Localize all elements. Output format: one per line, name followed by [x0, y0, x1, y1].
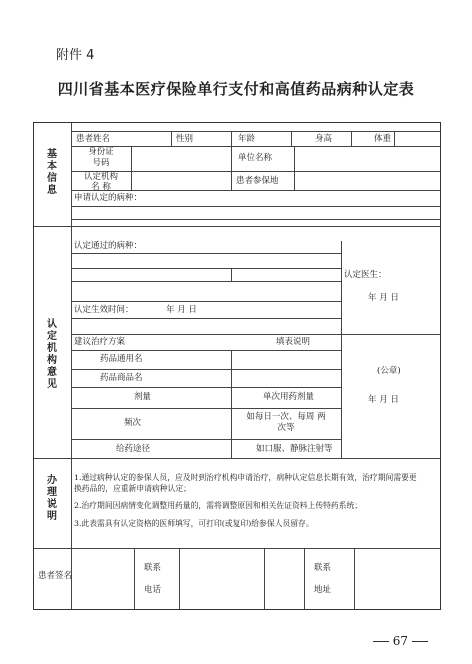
page-number-text: 67: [392, 634, 408, 648]
gender-label: 性别: [176, 134, 194, 144]
weight-label: 体重: [374, 134, 392, 144]
route-label: 给药途径: [116, 444, 151, 454]
instruction-item-2: 2.治疗期间因病情变化调整用药量的，需将调整原因和相关佐证资料上传特药系统；: [74, 501, 363, 510]
doctor-date: 年 月 日: [368, 293, 399, 303]
frequency-note-2: 次等: [277, 423, 295, 433]
fill-note-label: 填表说明: [276, 337, 311, 347]
doctor-label: 认定医生：: [344, 270, 387, 280]
section-institution-opinion: 认定机构意见: [47, 319, 57, 390]
instruction-item-3: 3.此表需具有认定资格的医师填写，可打印(或复印)给参保人员留存。: [74, 519, 314, 528]
generic-name-label: 药品通用名: [100, 354, 143, 364]
id-number-label-2: 号码: [92, 158, 110, 168]
dosage-label: 剂量: [134, 392, 152, 402]
approved-disease-label: 认定通过的病种：: [74, 241, 143, 251]
seal-label: (公章): [377, 366, 401, 376]
page-number: [369, 634, 432, 648]
phone-label-2: 电话: [144, 585, 162, 595]
dash-right: [412, 641, 428, 642]
employer-label: 单位名称: [238, 153, 273, 163]
certification-form: [33, 122, 441, 610]
form-title: 四川省基本医疗保险单行支付和高值药品病种认定表: [57, 80, 415, 98]
institution-label-1: 认定机构: [83, 172, 118, 182]
institution-label-2: 名 称: [91, 182, 111, 192]
signature-label: 患者签名: [38, 571, 73, 581]
section-basic-info: 基本信息: [47, 149, 57, 196]
route-note: 如口服、静脉注射等: [256, 444, 333, 454]
id-number-label-1: 身份证: [88, 147, 114, 157]
frequency-label: 频次: [124, 418, 142, 428]
seal-date: 年 月 日: [368, 395, 399, 405]
single-dose-label: 单次用药剂量: [263, 392, 315, 402]
attachment-label: 附件 4: [56, 48, 95, 63]
effective-date: 年 月 日: [166, 305, 197, 315]
address-label-1: 联系: [314, 563, 332, 573]
height-label: 身高: [315, 134, 333, 144]
patient-name-label: 患者姓名: [76, 134, 111, 144]
frequency-note-1: 如每日一次、每周 两: [246, 412, 326, 422]
instruction-item-1-cont: 换药品的，应重新申请病种认定；: [74, 484, 191, 493]
dash-left: [373, 641, 389, 642]
treatment-plan-label: 建议治疗方案: [74, 337, 126, 347]
instruction-item-1: 1.通过病种认定的参保人员，应及时到治疗机构申请治疗，病种认定信息长期有效，治疗期间需要更: [74, 473, 417, 482]
applied-disease-label: 申请认定的病种：: [74, 193, 143, 203]
insured-place-label: 患者参保地: [236, 176, 279, 186]
phone-label-1: 联系: [144, 563, 162, 573]
section-instructions: 办理说明: [47, 475, 57, 522]
trade-name-label: 药品商品名: [100, 373, 143, 383]
address-label-2: 地址: [314, 585, 332, 595]
age-label: 年龄: [238, 134, 256, 144]
effective-time-label: 认定生效时间：: [74, 305, 134, 315]
